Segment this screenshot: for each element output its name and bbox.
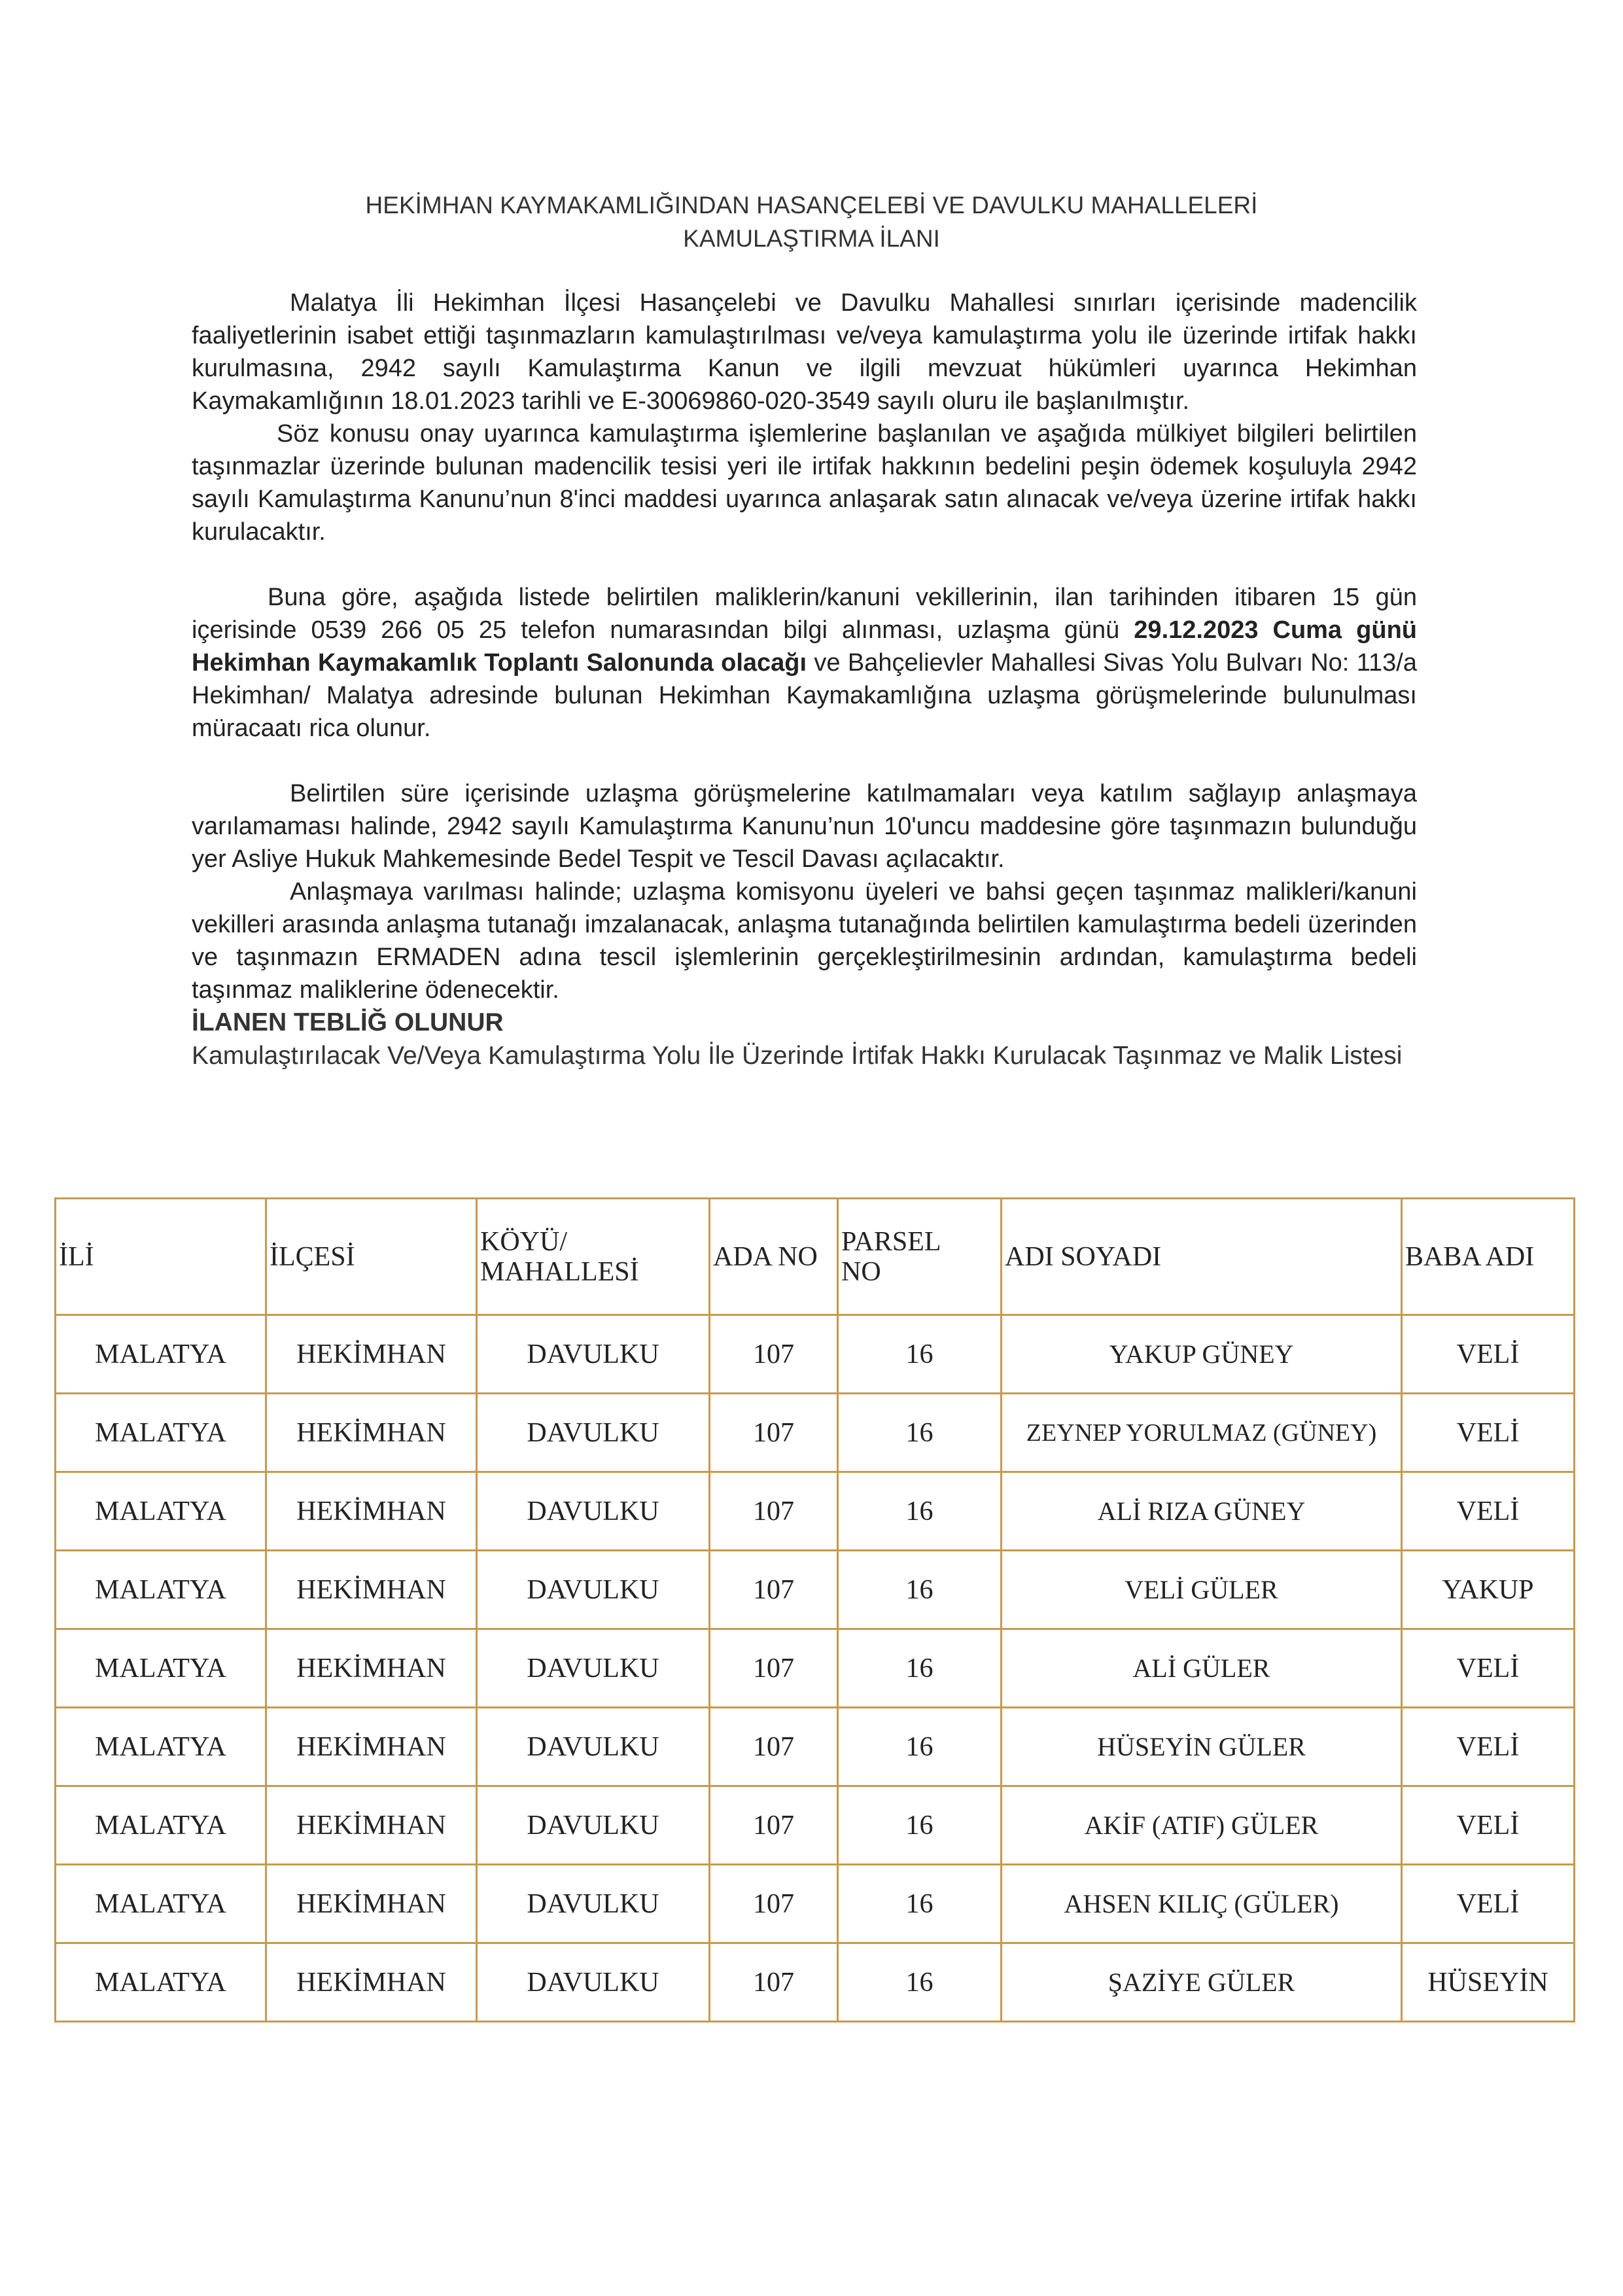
cell-ilce: HEKİMHAN	[266, 1472, 477, 1551]
paragraph-3-text-a: Buna göre, aşağıda listede belirtilen maliklerin/kanuni vekillerinin, ilan tarihinden itibaren 15 gün içerisinde 0539 266 05 25 telefon numarasından bilgi alınması, uzlaşma günü	[192, 584, 1417, 644]
cell-adi-soyadi: ŞAZİYE GÜLER	[1002, 1943, 1402, 2022]
header-baba-adi: BABA ADI	[1402, 1199, 1575, 1315]
announcement-heading: İLANEN TEBLİĞ OLUNUR	[192, 1008, 504, 1036]
cell-il: MALATYA	[56, 1786, 266, 1865]
cell-il: MALATYA	[56, 1708, 266, 1786]
cell-parsel: 16	[838, 1472, 1002, 1551]
cell-koy: DAVULKU	[477, 1865, 710, 1943]
cell-baba-adi: HÜSEYİN	[1402, 1943, 1575, 2022]
cell-baba-adi: VELİ	[1402, 1708, 1575, 1786]
header-parsel-line-2: NO	[841, 1256, 881, 1287]
cell-il: MALATYA	[56, 1629, 266, 1708]
cell-il: MALATYA	[56, 1472, 266, 1551]
owner-table	[54, 1197, 1575, 2022]
paragraph-3-text-b: ve Bahçelievler Mahallesi Sivas Yolu Bulvarı No: 113/a Hekimhan/ Malatya adresinde bulunan Hekimhan Kaymakamlığına uzlaşma görüşmelerinde bulunulması müracaatı rica olunur.	[192, 649, 1417, 742]
table-row	[56, 1629, 1575, 1708]
paragraph-gap	[192, 548, 1417, 581]
cell-il: MALATYA	[56, 1943, 266, 2022]
header-koy-line-2: MAHALLESİ	[480, 1256, 639, 1287]
cell-ilce: HEKİMHAN	[266, 1315, 477, 1394]
header-parsel-line-1: PARSEL	[841, 1226, 941, 1257]
paragraph-gap	[192, 745, 1417, 777]
announcement-body	[192, 287, 1417, 1072]
cell-ilce: HEKİMHAN	[266, 1629, 477, 1708]
cell-baba-adi: VELİ	[1402, 1472, 1575, 1551]
cell-ilce: HEKİMHAN	[266, 1865, 477, 1943]
cell-adi-soyadi: AHSEN KILIÇ (GÜLER)	[1002, 1865, 1402, 1943]
cell-adi-soyadi: ZEYNEP YORULMAZ (GÜNEY)	[1002, 1394, 1402, 1472]
cell-ilce: HEKİMHAN	[266, 1943, 477, 2022]
cell-baba-adi: YAKUP	[1402, 1551, 1575, 1629]
header-ada: ADA NO	[710, 1199, 838, 1315]
paragraph-1: Malatya İli Hekimhan İlçesi Hasançelebi ve Davulku Mahallesi sınırları içerisinde madencilik faaliyetlerinin isabet ettiği taşınmazların kamulaştırılması ve/veya kamulaştırma yolu ile üzerinde irtifak hakkı kurulmasına, 2942 sayılı Kamulaştırma Kanun ve ilgili mevzuat hükümleri uyarınca Hekimhan Kaymakamlığının 18.01.2023 tarihli ve E-30069860-020-3549 sayılı oluru ile başlanılmıştır.	[192, 289, 1417, 415]
cell-adi-soyadi: ALİ RIZA GÜNEY	[1002, 1472, 1402, 1551]
cell-ada: 107	[710, 1315, 838, 1394]
table-row	[56, 1708, 1575, 1786]
header-parsel	[838, 1199, 1002, 1315]
cell-koy: DAVULKU	[477, 1786, 710, 1865]
cell-adi-soyadi: HÜSEYİN GÜLER	[1002, 1708, 1402, 1786]
cell-parsel: 16	[838, 1708, 1002, 1786]
cell-parsel: 16	[838, 1943, 1002, 2022]
cell-adi-soyadi: VELİ GÜLER	[1002, 1551, 1402, 1629]
cell-parsel: 16	[838, 1394, 1002, 1472]
cell-koy: DAVULKU	[477, 1472, 710, 1551]
table-row	[56, 1786, 1575, 1865]
header-il: İLİ	[56, 1199, 266, 1315]
cell-baba-adi: VELİ	[1402, 1394, 1575, 1472]
cell-koy: DAVULKU	[477, 1394, 710, 1472]
table-row	[56, 1551, 1575, 1629]
cell-il: MALATYA	[56, 1551, 266, 1629]
cell-parsel: 16	[838, 1786, 1002, 1865]
cell-adi-soyadi: ALİ GÜLER	[1002, 1629, 1402, 1708]
cell-koy: DAVULKU	[477, 1551, 710, 1629]
paragraph-5: Anlaşmaya varılması halinde; uzlaşma komisyonu üyeleri ve bahsi geçen taşınmaz malikleri/kanuni vekilleri arasında anlaşma tutanağı imzalanacak, anlaşma tutanağında belirtilen kamulaştırma bedeli üzerinden ve taşınmazın ERMADEN adına tescil işlemlerinin gerçekleştirilmesinin ardından, kamulaştırma bedeli taşınmaz maliklerine ödenecektir.	[192, 878, 1417, 1004]
cell-koy: DAVULKU	[477, 1943, 710, 2022]
header-koy	[477, 1199, 710, 1315]
cell-ada: 107	[710, 1629, 838, 1708]
cell-ada: 107	[710, 1472, 838, 1551]
cell-koy: DAVULKU	[477, 1629, 710, 1708]
paragraph-3-meeting-date: 29.12.2023 Cuma günü Hekimhan Kaymakamlık Toplantı Salonunda olacağı	[192, 616, 1417, 677]
table-row	[56, 1394, 1575, 1472]
cell-baba-adi: VELİ	[1402, 1786, 1575, 1865]
cell-adi-soyadi: AKİF (ATIF) GÜLER	[1002, 1786, 1402, 1865]
table-row	[56, 1943, 1575, 2022]
header-adi-soyadi: ADI SOYADI	[1002, 1199, 1402, 1315]
paragraph-4: Belirtilen süre içerisinde uzlaşma görüşmelerine katılmamaları veya katılım sağlayıp anlaşmaya varılamaması halinde, 2942 sayılı Kamulaştırma Kanunu’nun 10'uncu maddesine göre taşınmazın bulunduğu yer Asliye Hukuk Mahkemesinde Bedel Tespit ve Tescil Davası açılacaktır.	[192, 780, 1417, 873]
table-row	[56, 1865, 1575, 1943]
cell-adi-soyadi: YAKUP GÜNEY	[1002, 1315, 1402, 1394]
cell-ada: 107	[710, 1943, 838, 2022]
cell-ada: 107	[710, 1551, 838, 1629]
header-koy-line-1: KÖYÜ/	[480, 1226, 567, 1257]
cell-koy: DAVULKU	[477, 1315, 710, 1394]
cell-parsel: 16	[838, 1315, 1002, 1394]
cell-ilce: HEKİMHAN	[266, 1394, 477, 1472]
table-header-row	[56, 1199, 1575, 1315]
header-ilce: İLÇESİ	[266, 1199, 477, 1315]
table-row	[56, 1315, 1575, 1394]
cell-baba-adi: VELİ	[1402, 1315, 1575, 1394]
cell-baba-adi: VELİ	[1402, 1629, 1575, 1708]
cell-ada: 107	[710, 1708, 838, 1786]
cell-il: MALATYA	[56, 1315, 266, 1394]
cell-parsel: 16	[838, 1629, 1002, 1708]
cell-koy: DAVULKU	[477, 1708, 710, 1786]
cell-ada: 107	[710, 1394, 838, 1472]
page-title	[0, 188, 1623, 255]
cell-il: MALATYA	[56, 1394, 266, 1472]
cell-baba-adi: VELİ	[1402, 1865, 1575, 1943]
cell-parsel: 16	[838, 1865, 1002, 1943]
cell-parsel: 16	[838, 1551, 1002, 1629]
cell-ada: 107	[710, 1786, 838, 1865]
page-title-line-2: KAMULAŞTIRMA İLANI	[683, 225, 940, 252]
cell-ilce: HEKİMHAN	[266, 1708, 477, 1786]
cell-il: MALATYA	[56, 1865, 266, 1943]
cell-ada: 107	[710, 1865, 838, 1943]
paragraph-3	[192, 581, 1417, 745]
table-row	[56, 1472, 1575, 1551]
page-title-line-1: HEKİMHAN KAYMAKAMLIĞINDAN HASANÇELEBİ VE DAVULKU MAHALLELERİ	[365, 192, 1258, 219]
paragraph-2: Söz konusu onay uyarınca kamulaştırma işlemlerine başlanılan ve aşağıda mülkiyet bilgileri belirtilen taşınmazlar üzerinde bulunan madencilik tesisi yeri ile irtifak hakkının bedelini peşin ödemek koşuluyla 2942 sayılı Kamulaştırma Kanunu’nun 8'inci maddesi uyarınca anlaşarak satın alınacak ve/veya üzerine irtifak hakkı kurulacaktır.	[192, 420, 1417, 546]
list-title: Kamulaştırılacak Ve/Veya Kamulaştırma Yolu İle Üzerinde İrtifak Hakkı Kurulacak Taşınmaz ve Malik Listesi	[192, 1042, 1403, 1070]
cell-ilce: HEKİMHAN	[266, 1551, 477, 1629]
cell-ilce: HEKİMHAN	[266, 1786, 477, 1865]
